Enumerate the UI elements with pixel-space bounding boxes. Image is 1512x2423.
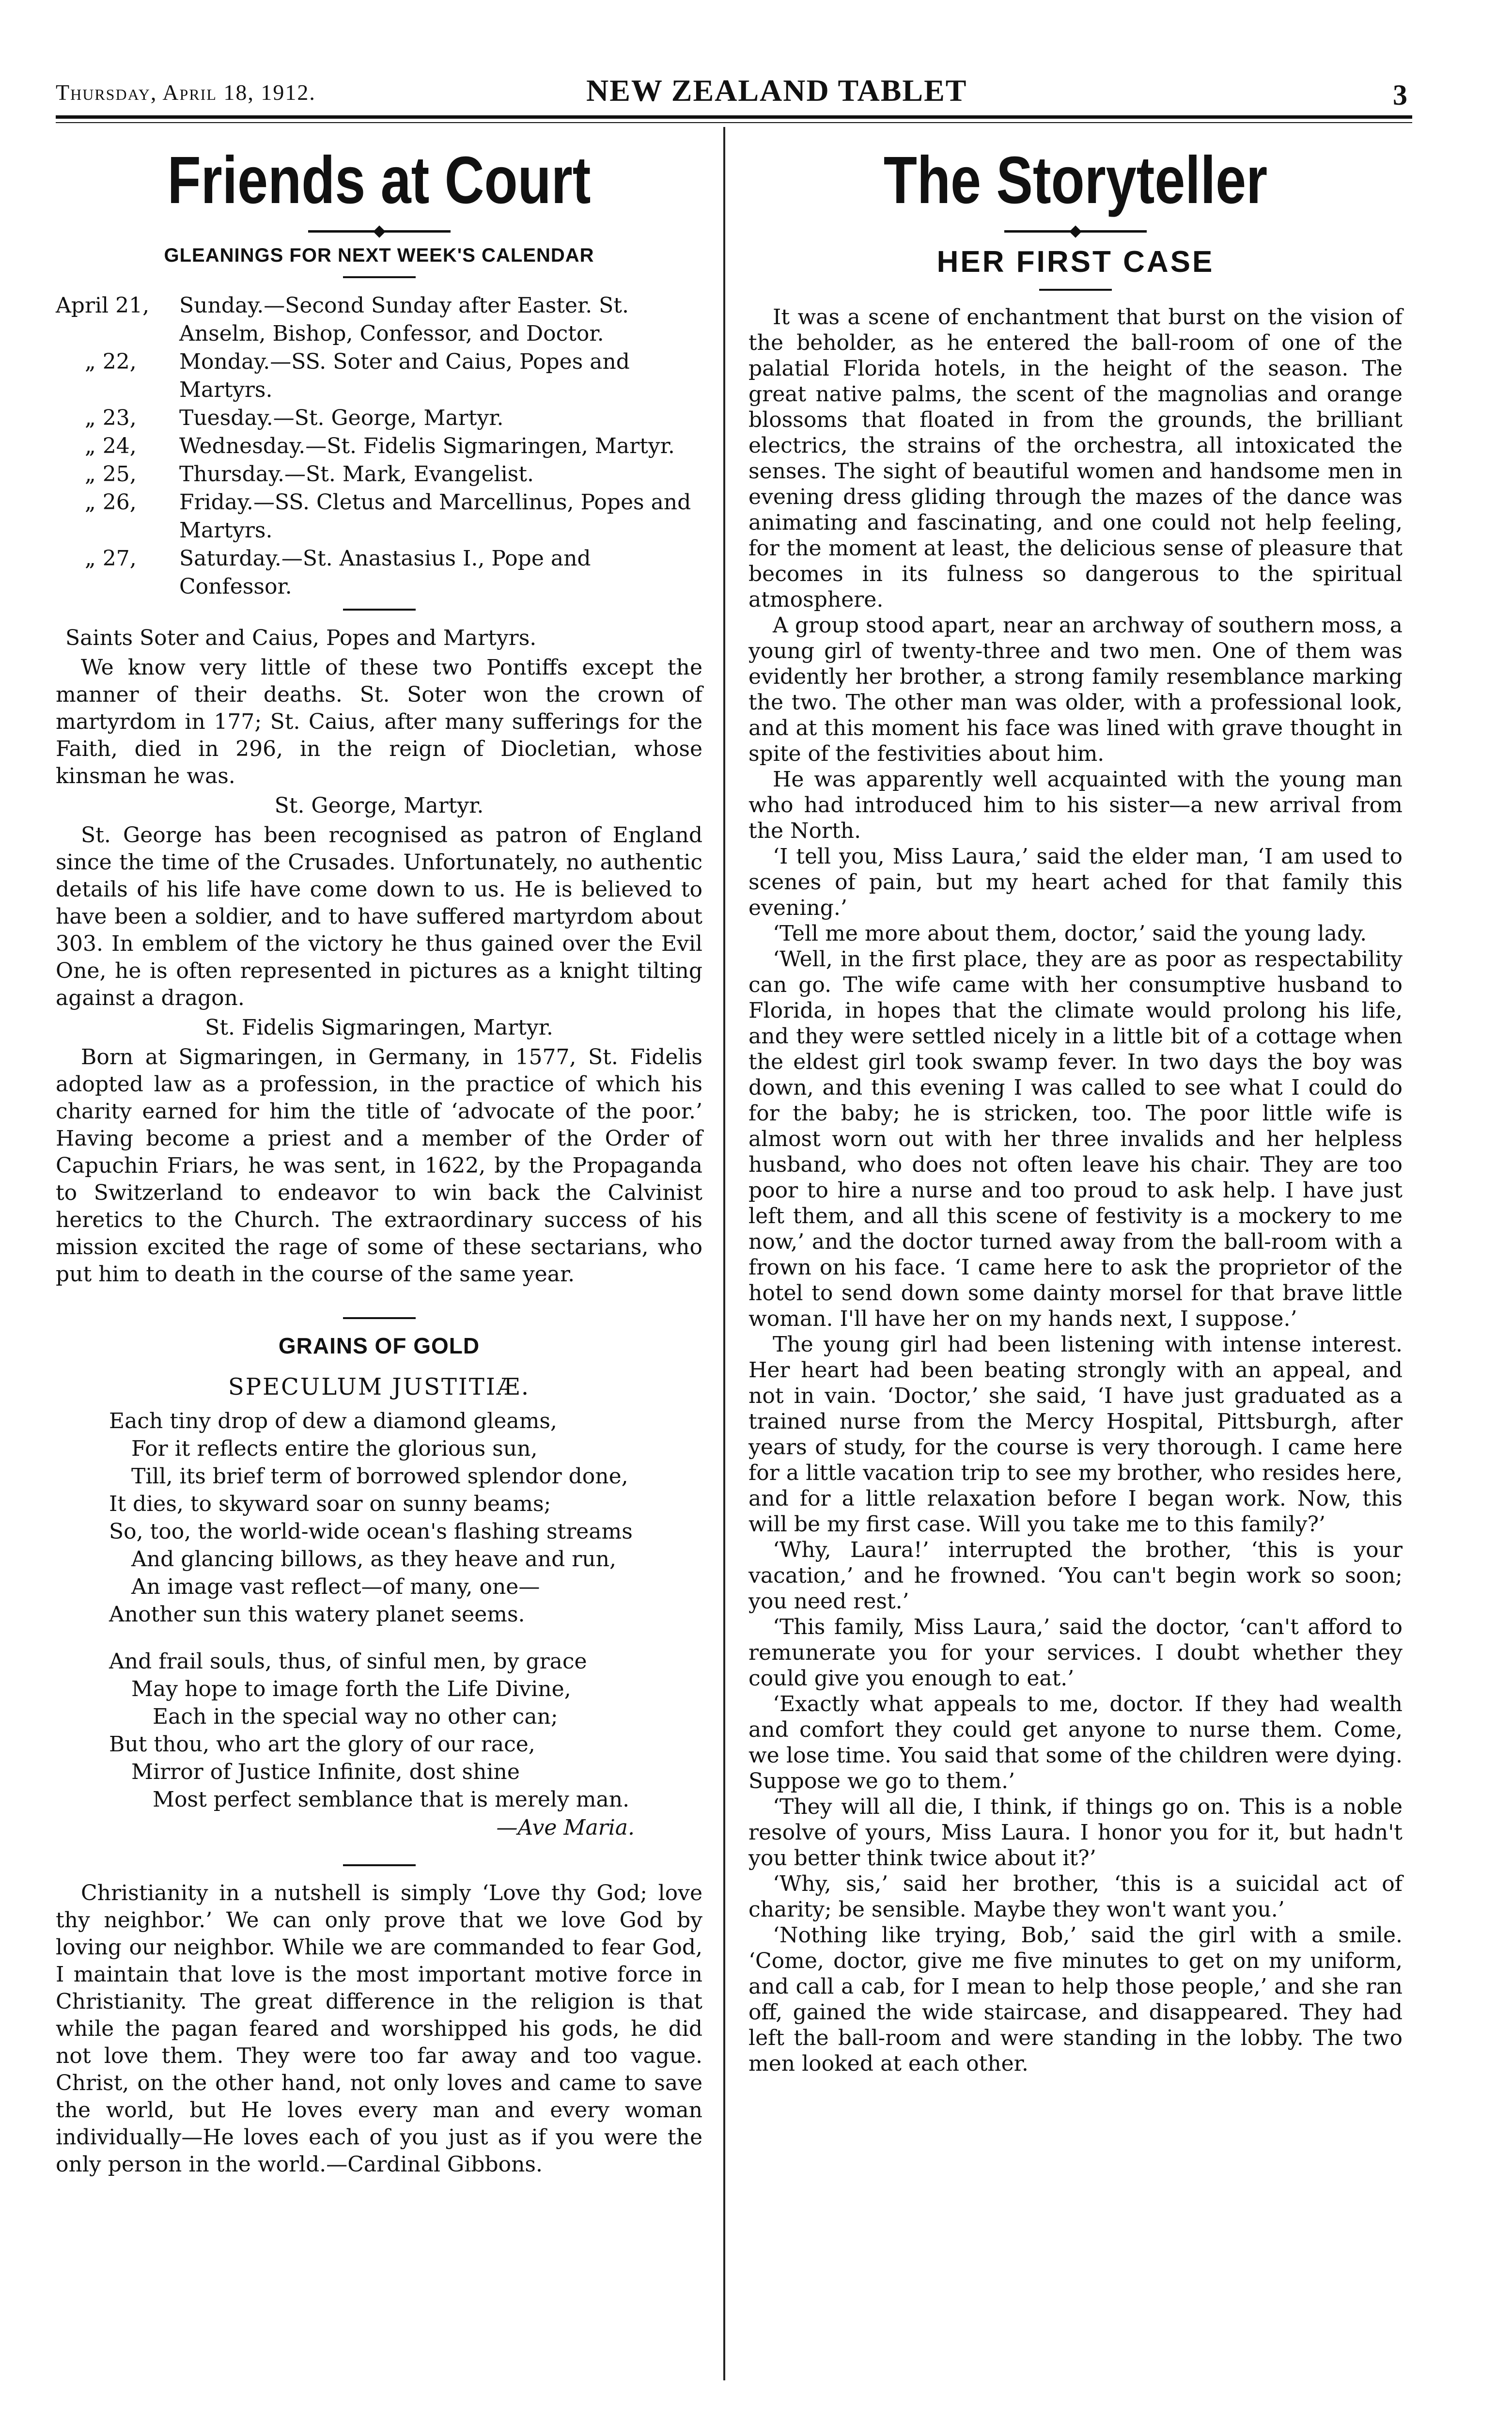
divider bbox=[343, 276, 416, 278]
poem-line: Most perfect semblance that is merely man. bbox=[153, 1787, 630, 1812]
calendar-date: „ 24, bbox=[85, 433, 137, 458]
calendar-entry bbox=[56, 488, 702, 545]
poem-line: Another sun this watery planet seems. bbox=[109, 1602, 525, 1627]
poem-line: Mirror of Justice Infinite, dost shine bbox=[131, 1759, 520, 1784]
poem-line: And frail souls, thus, of sinful men, by grace bbox=[109, 1649, 587, 1674]
story-paragraph: ‘I tell you, Miss Laura,’ said the elder man, ‘I am used to scenes of pain, but my heart ached for that family this evening.’ bbox=[748, 844, 1403, 920]
closing-section bbox=[56, 1880, 702, 2178]
story-paragraph: ‘Tell me more about them, doctor,’ said the young lady. bbox=[773, 921, 1367, 946]
story-paragraph: ‘Why, Laura!’ interrupted the brother, ‘this is your vacation,’ and he frowned. ‘You can't begin work so soon; you need rest.’ bbox=[748, 1537, 1403, 1614]
calendar-text: Friday.—SS. Cletus and Marcellinus, Popes and Martyrs. bbox=[179, 489, 691, 543]
saint-paragraph: We know very little of these two Pontiffs except the manner of their deaths. St. Soter won the crown of martyrdom in 177; St. Caius, after many sufferings for the Faith, died in 296, in the reign of Diocletian, whose kinsman he was. bbox=[56, 655, 702, 788]
calendar-date: „ 23, bbox=[85, 405, 137, 430]
saint-paragraph: Born at Sigmaringen, in Germany, in 1577, St. Fidelis adopted law as a profession, in the practice of which his charity earned for him the title of ‘advocate of the poor.’ Having become a priest and a member of the Order of Capuchin Friars, he was sent, in 1622, by the Propaganda to Switzerland to endeavor to win back the Calvinist heretics to the Church. The extraordinary success of his mission excited the rage of some of these sectarians, who put him to death in the course of the same year. bbox=[56, 1044, 702, 1287]
title-ornament bbox=[748, 227, 1403, 236]
running-header bbox=[56, 73, 1412, 116]
story-title: HER FIRST CASE bbox=[936, 245, 1215, 279]
right-column bbox=[748, 131, 1403, 2077]
poem-attribution: —Ave Maria. bbox=[496, 1815, 635, 1840]
calendar-date: „ 22, bbox=[85, 349, 137, 374]
calendar-text: Saturday.—St. Anastasius I., Pope and Confessor. bbox=[179, 546, 591, 599]
calendar-entry bbox=[56, 292, 702, 348]
stanza-break bbox=[109, 1628, 702, 1648]
story-paragraph: ‘Well, in the first place, they are as poor as respectability can go. The wife came with her consumptive husband to Florida, in hopes that the climate would prolong his life, and they were settled nicely in a little bit of a cottage when the eldest girl took swamp fever. In two days the boy was down, and this evening I was called to see what I could do for the baby; he is stricken, too. The poor little wife is almost worn out with her three invalids and her helpless husband, who does not often leave his chair. They are too poor to hire a nurse and too proud to ask help. I have just left them, and all this scene of festivity is a mockery to me now,’ and the doctor turned away from the ball-room with a frown on his face. ‘I came here to ask the proprietor of the hotel to send down some dainty morsel for that brave little woman. I'll have her on my hands next, I suppose.’ bbox=[748, 946, 1403, 1331]
calendar-list bbox=[56, 292, 702, 601]
poem-line: Each tiny drop of dew a diamond gleams, bbox=[109, 1408, 557, 1433]
story-paragraph: It was a scene of enchantment that burst on the vision of the beholder, as he entered the ball-room of one of the palatial Florida hotels, in the height of the season. The great native palms, the scent of the magnolias and orange blossoms that floated in from the grounds, the brilliant electrics, the strains of the orchestra, all intoxicated the senses. The sight of beautiful women and handsome men in evening dress gliding through the mazes of the dance was animating and fascinating, and one could not help feeling, for the moment at least, the delicious sense of pleasure that becomes in its fulness so dangerous to the spiritual atmosphere. bbox=[748, 304, 1403, 612]
poem-line: But thou, who art the glory of our race, bbox=[109, 1731, 535, 1757]
story-body bbox=[748, 304, 1403, 2077]
calendar-entry bbox=[56, 404, 702, 432]
left-column bbox=[56, 131, 702, 2178]
calendar-entry bbox=[56, 432, 702, 460]
saints-section bbox=[56, 624, 702, 1288]
issue-date: Thursday, April 18, 1912. bbox=[56, 80, 316, 105]
calendar-date: „ 26, bbox=[85, 489, 137, 515]
poem-line: Each in the special way no other can; bbox=[153, 1704, 558, 1729]
closing-paragraph: Christianity in a nutshell is simply ‘Love thy God; love thy neighbor.’ We can only prove that we love God by loving our neighbor. While we are commanded to fear God, I maintain that love is the most important motive force in Christianity. The great difference in the religion is that while the pagan feared and worshipped his gods, he did not love them. They were too far away and too vague. Christ, on the other hand, not only loves and came to save the world, but He loves every man and every woman individually—He loves each of you just as if you were the only person in the world.—Cardinal Gibbons. bbox=[56, 1880, 702, 2177]
publication-name: NEW ZEALAND TABLET bbox=[586, 73, 967, 108]
story-paragraph: A group stood apart, near an archway of southern moss, a young girl of twenty-three and two men. One of them was evidently her brother, a strong family resemblance marking the two. The other man was older, with a professional look, and at this moment his face was lined with grave thought in spite of the festivities about him. bbox=[748, 613, 1403, 766]
friends-at-court-title: Friends at Court bbox=[167, 143, 591, 218]
column-divider bbox=[723, 127, 725, 2380]
story-paragraph: He was apparently well acquainted with the young man who had introduced him to his sister—a new arrival from the North. bbox=[748, 767, 1403, 843]
divider bbox=[343, 609, 416, 611]
grains-of-gold-heading: GRAINS OF GOLD bbox=[278, 1333, 480, 1358]
poem-line: And glancing billows, as they heave and run, bbox=[131, 1546, 616, 1572]
calendar-text: Wednesday.—St. Fidelis Sigmaringen, Martyr. bbox=[179, 433, 675, 458]
page-number: 3 bbox=[1393, 79, 1407, 111]
calendar-text: Sunday.—Second Sunday after Easter. St. Anselm, Bishop, Confessor, and Doctor. bbox=[179, 293, 629, 346]
calendar-date: „ 25, bbox=[85, 461, 137, 487]
story-paragraph: The young girl had been listening with intense interest. Her heart had been beating strongly with an appeal, and not in vain. ‘Doctor,’ she said, ‘I have just graduated as a trained nurse from the Mercy Hospital, Pittsburgh, after years of study, for the course is very thorough. I came here for a little vacation trip to see my brother, who resides here, and for a little relaxation before I began work. Now, this will be my first case. Will you take me to this family?’ bbox=[748, 1332, 1403, 1537]
calendar-text: Tuesday.—St. George, Martyr. bbox=[179, 405, 504, 430]
poem-line: May hope to image forth the Life Divine, bbox=[131, 1676, 571, 1701]
calendar-text: Thursday.—St. Mark, Evangelist. bbox=[179, 461, 534, 487]
story-paragraph: ‘Exactly what appeals to me, doctor. If they had wealth and comfort they could get anyone to nurse them. Come, we lose time. You said that some of the children were dying. Suppose we go to them.’ bbox=[748, 1691, 1403, 1794]
title-ornament bbox=[56, 227, 702, 236]
header-rule-thin bbox=[56, 122, 1412, 123]
poem-line: For it reflects entire the glorious sun, bbox=[131, 1436, 538, 1461]
calendar-entry bbox=[56, 460, 702, 488]
poem-line: Till, its brief term of borrowed splendor done, bbox=[131, 1463, 628, 1489]
calendar-entry bbox=[56, 348, 702, 404]
calendar-date: „ 27, bbox=[85, 546, 137, 571]
divider bbox=[343, 1317, 416, 1319]
poem-line: So, too, the world-wide ocean's flashing streams bbox=[109, 1519, 633, 1544]
storyteller-title: The Storyteller bbox=[883, 143, 1268, 218]
poem-title: SPECULUM JUSTITIÆ. bbox=[228, 1373, 530, 1400]
story-paragraph: ‘This family, Miss Laura,’ said the doctor, ‘can't afford to remunerate you for your services. I doubt whether they could give you enough to eat.’ bbox=[748, 1614, 1403, 1691]
saint-heading: St. Fidelis Sigmaringen, Martyr. bbox=[205, 1015, 553, 1040]
calendar-subtitle: GLEANINGS FOR NEXT WEEK'S CALENDAR bbox=[164, 244, 594, 266]
saint-heading: Saints Soter and Caius, Popes and Martyrs. bbox=[65, 625, 537, 650]
story-paragraph: ‘They will all die, I think, if things go on. This is a noble resolve of yours, Miss Laura. I honor you for it, but hadn't you better think twice about it?’ bbox=[748, 1794, 1403, 1871]
story-paragraph: ‘Nothing like trying, Bob,’ said the girl with a smile. ‘Come, doctor, give me five minutes to get on my uniform, and call a cab, for I mean to help those people,’ and she ran off, gained the wide staircase, and disappeared. They had left the ball-room and were standing in the lobby. The two men looked at each other. bbox=[748, 1922, 1403, 2076]
header-rule bbox=[56, 115, 1412, 119]
calendar-text: Monday.—SS. Soter and Caius, Popes and Martyrs. bbox=[179, 349, 630, 402]
calendar-entry bbox=[56, 545, 702, 601]
poem-line: It dies, to skyward soar on sunny beams; bbox=[109, 1491, 551, 1516]
story-paragraph: ‘Why, sis,’ said her brother, ‘this is a suicidal act of charity; be sensible. Maybe they won't want you.’ bbox=[748, 1871, 1403, 1922]
poem-line: An image vast reflect—of many, one— bbox=[131, 1574, 540, 1599]
saint-paragraph: St. George has been recognised as patron of England since the time of the Crusades. Unfortunately, no authentic details of his life have come down to us. He is believed to have been a soldier, and to have suffered martyrdom about 303. In emblem of the victory he thus gained over the Evil One, he is often represented in pictures as a knight tilting against a dragon. bbox=[56, 822, 702, 1010]
calendar-date: April 21, bbox=[56, 293, 150, 318]
divider bbox=[343, 1864, 416, 1866]
saint-heading: St. George, Martyr. bbox=[274, 793, 484, 818]
poem bbox=[56, 1407, 702, 1813]
divider bbox=[1039, 289, 1112, 291]
